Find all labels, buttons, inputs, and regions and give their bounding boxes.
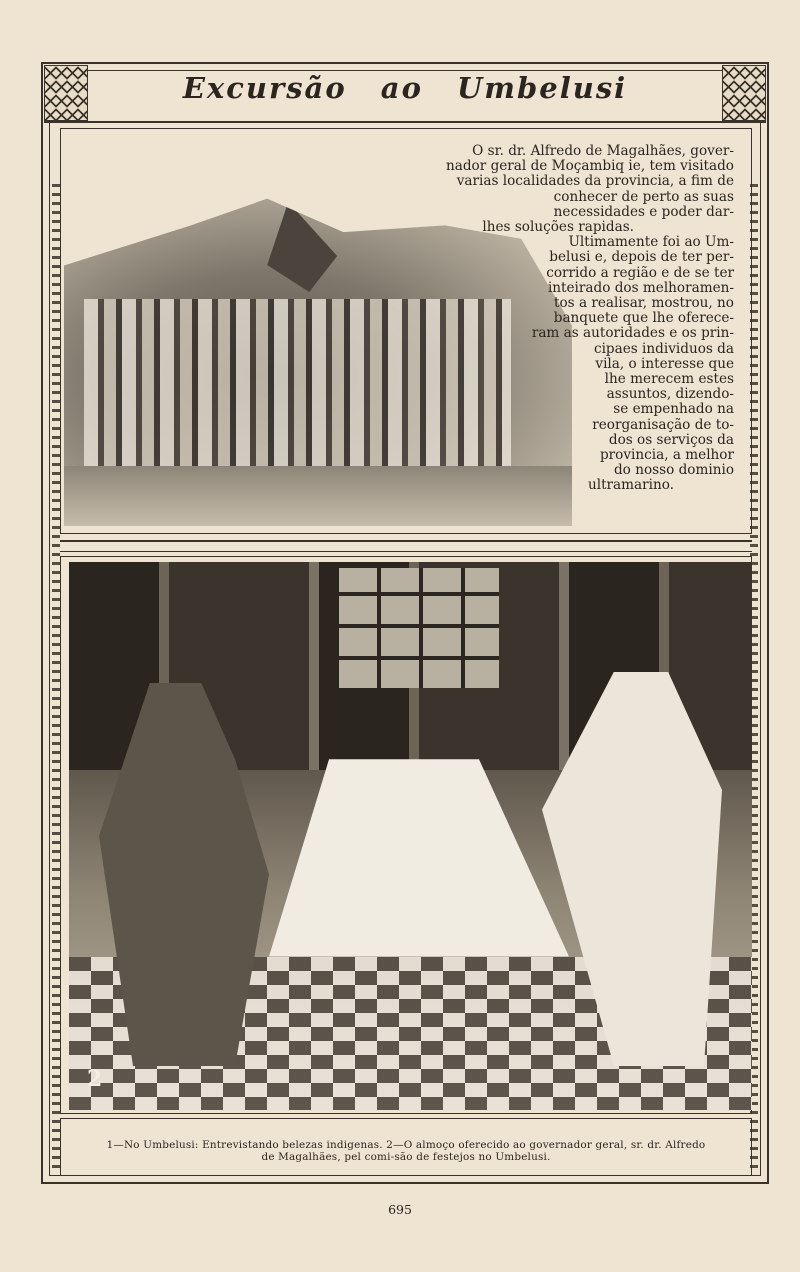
window-shape <box>339 568 499 688</box>
article-line: conhecer de perto as suas <box>553 188 734 205</box>
article-line: assuntos, dizendo- <box>606 386 734 403</box>
article-line: tos a realisar, mostrou, no <box>554 295 734 312</box>
article-line: corrido a região e de se ter <box>546 264 734 281</box>
article-text <box>404 144 734 494</box>
article-line: vila, o interesse que <box>595 355 734 372</box>
article-line: inteirado dos melhoramen- <box>547 279 734 296</box>
article-line: banquete que lhe oferece- <box>553 310 734 327</box>
article-line: necessidades e poder dar- <box>553 203 734 220</box>
left-corner-ornament <box>44 65 88 121</box>
page-title: Excursão ao Umbelusi <box>182 71 628 105</box>
article-line: lhes soluções rapidas. <box>482 219 634 236</box>
article-line: reorganisação de to- <box>592 416 734 433</box>
right-corner-ornament <box>722 65 766 121</box>
article-line: do nosso dominio <box>613 462 734 479</box>
article-line: provincia, a melhor <box>599 447 734 464</box>
left-ornament-border <box>52 184 60 1172</box>
article-line: ultramarino. <box>587 477 674 494</box>
title-band <box>44 65 766 123</box>
article-line: varias localidades da provincia, a fim de <box>456 173 734 190</box>
photo-number-label: 2 <box>87 1066 103 1092</box>
photo-banquet <box>69 562 752 1110</box>
article-line: ram as autoridades e os prin- <box>531 325 734 342</box>
section-divider <box>60 540 752 552</box>
page-number: 695 <box>388 1202 412 1217</box>
article-line: nador geral de Moçambiq ie, tem visitado <box>446 158 734 175</box>
article-line: dos os serviços da <box>608 431 734 448</box>
banquet-table-shape <box>269 759 569 956</box>
article-line: O sr. dr. Alfredo de Magalhães, gover- <box>472 143 734 159</box>
article-line: Ultimamente foi ao Um- <box>568 234 734 251</box>
article-line: belusi e, depois de ter per- <box>549 249 734 266</box>
article-line: lhe merecem estes <box>604 371 734 388</box>
photo-caption <box>70 1139 742 1163</box>
article-line: cipaes individuos da <box>593 340 734 357</box>
article-line: se empenhado na <box>613 401 734 418</box>
caption-line: 1—No Umbelusi: Entrevistando belezas indigenas. 2—O almoço oferecido ao governador geral, sr. dr. Alfredo <box>106 1139 706 1151</box>
caption-line: de Magalhães, pel comi-são de festejos no Umbelusi. <box>261 1151 551 1163</box>
